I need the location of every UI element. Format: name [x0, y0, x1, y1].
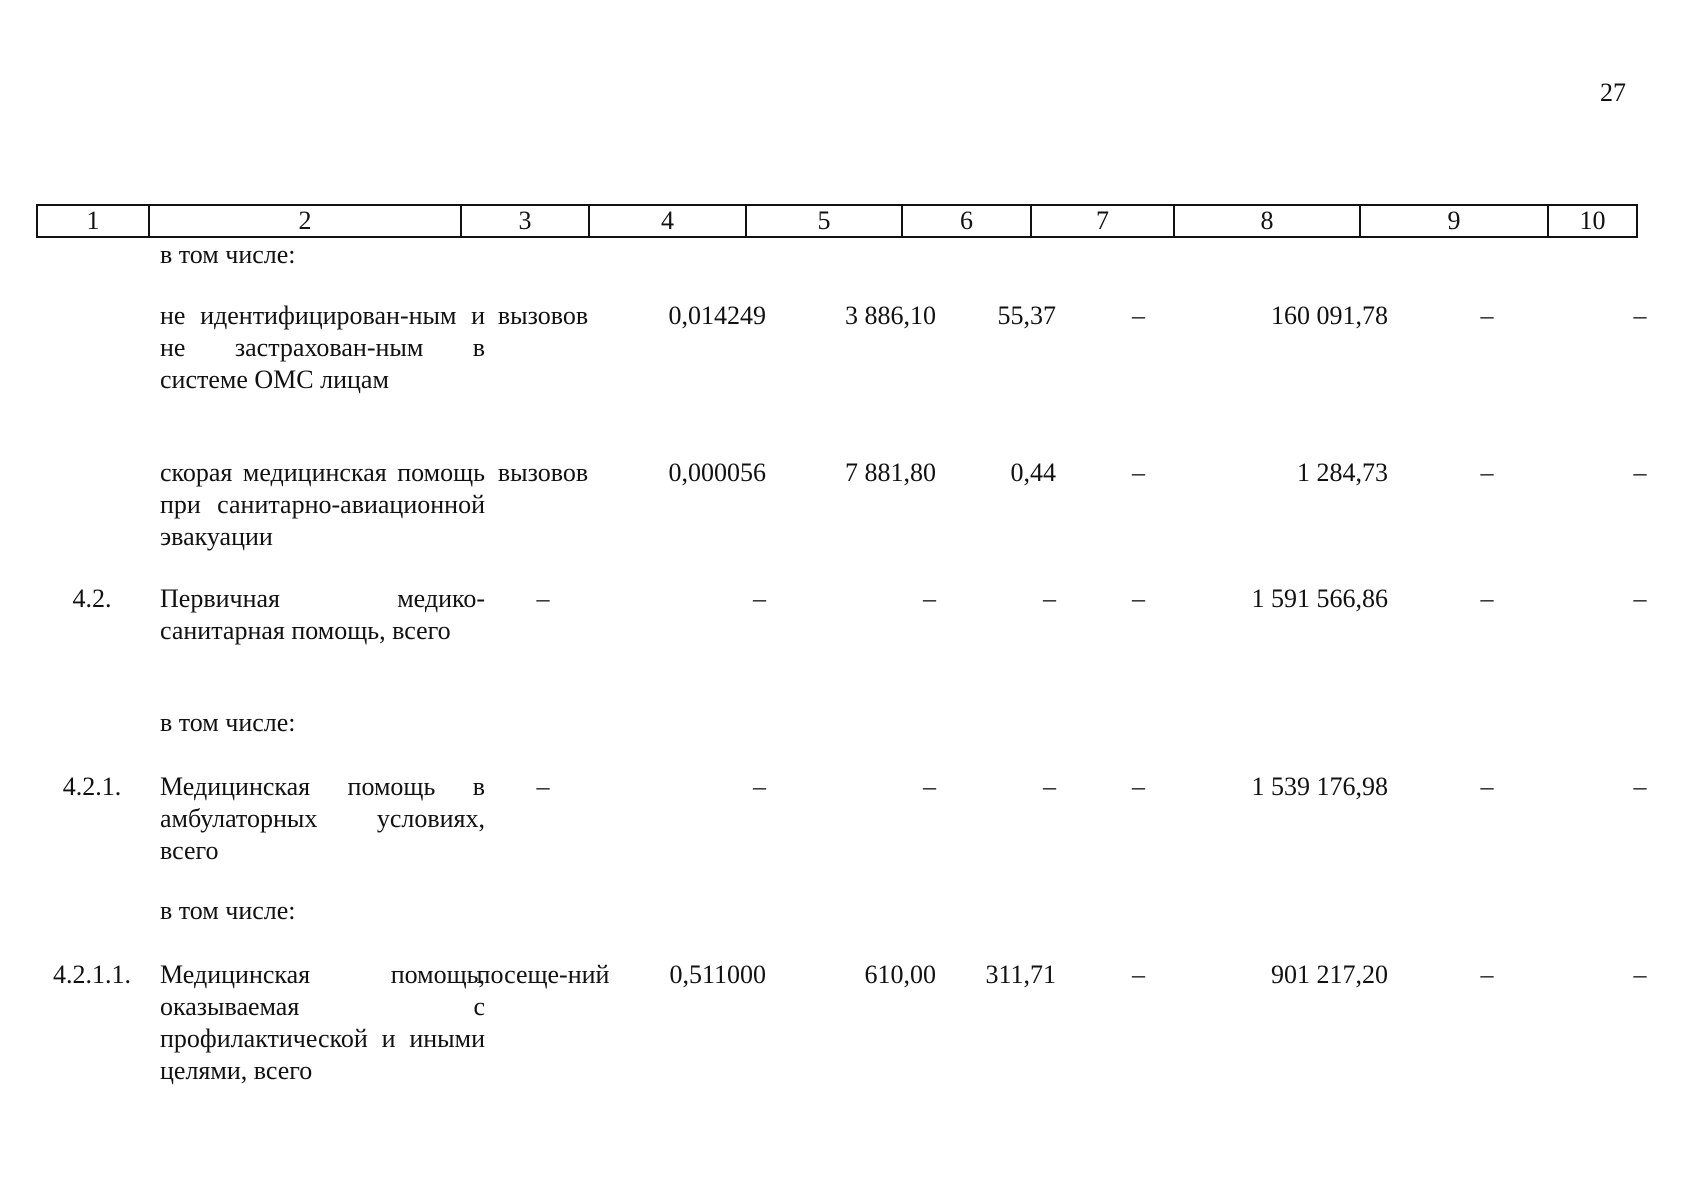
row-col-9: –: [1480, 458, 1494, 487]
row-col-7: –: [1132, 772, 1145, 801]
row-col-10: –: [1633, 584, 1647, 613]
row-col-10: –: [1633, 458, 1647, 487]
row-col-6: –: [1043, 772, 1056, 801]
column-header-3: 3: [462, 206, 590, 236]
row-col-4: 0,014249: [668, 301, 766, 330]
subheading-including: в том числе:: [160, 240, 296, 269]
row-col-5: 3 886,10: [845, 301, 936, 330]
row-name: не идентифицирован-ным и не застрахован-ным в системе ОМС лицам: [160, 301, 485, 394]
row-col-4: –: [753, 772, 766, 801]
row-col-5: 7 881,80: [845, 458, 936, 487]
column-header-6: 6: [903, 206, 1032, 236]
row-name: Первичная медико-санитарная помощь, всего: [160, 584, 485, 645]
row-col-9: –: [1480, 960, 1494, 989]
column-header-5: 5: [747, 206, 903, 236]
row-col-4: 0,511000: [669, 960, 766, 989]
row-col-10: –: [1633, 772, 1647, 801]
row-col-7: –: [1132, 584, 1145, 613]
subheading-including: в том числе:: [160, 708, 296, 737]
column-header-2: 2: [150, 206, 462, 236]
column-header-4: 4: [590, 206, 747, 236]
row-col-4: 0,000056: [668, 458, 766, 487]
row-unit: посеще-ний: [476, 960, 610, 989]
row-col-8: 901 217,20: [1271, 960, 1388, 989]
row-name: Медицинская помощь в амбулаторных условиях, всего: [160, 772, 485, 865]
row-unit: вызовов: [497, 458, 589, 487]
row-col-4: –: [753, 584, 766, 613]
row-col-8: 1 539 176,98: [1251, 772, 1388, 801]
row-unit: –: [536, 584, 550, 613]
row-unit: –: [536, 772, 550, 801]
column-header-8: 8: [1175, 206, 1361, 236]
row-col-9: –: [1480, 301, 1494, 330]
row-col-7: –: [1132, 458, 1145, 487]
row-col-8: 160 091,78: [1271, 301, 1388, 330]
row-col-7: –: [1132, 960, 1145, 989]
row-col-5: 610,00: [864, 960, 936, 989]
row-col-6: 55,37: [997, 301, 1056, 330]
row-col-5: –: [923, 584, 936, 613]
row-col-10: –: [1633, 301, 1647, 330]
row-col-6: –: [1043, 584, 1056, 613]
row-col-9: –: [1480, 772, 1494, 801]
row-col-10: –: [1633, 960, 1647, 989]
page-number: 27: [1600, 78, 1626, 107]
row-col-8: 1 591 566,86: [1251, 584, 1388, 613]
row-number: 4.2.1.: [62, 772, 122, 801]
row-number: 4.2.: [72, 584, 112, 613]
row-unit: вызовов: [497, 301, 589, 330]
row-col-6: 0,44: [1010, 458, 1056, 487]
row-col-6: 311,71: [985, 960, 1056, 989]
column-header-1: 1: [38, 206, 150, 236]
row-name: Медицинская помощь, оказываемая с профилактической и иными целями, всего: [160, 960, 485, 1085]
subheading-including: в том числе:: [160, 896, 296, 925]
column-header-7: 7: [1032, 206, 1175, 236]
row-col-8: 1 284,73: [1297, 458, 1388, 487]
row-col-7: –: [1132, 301, 1145, 330]
row-col-9: –: [1480, 584, 1494, 613]
table-header-row: [36, 204, 1638, 238]
column-header-10: 10: [1579, 206, 1606, 235]
row-number: 4.2.1.1.: [53, 960, 131, 989]
row-name: скорая медицинская помощь при санитарно-авиационной эвакуации: [160, 458, 485, 551]
column-header-9: 9: [1361, 206, 1549, 236]
row-col-5: –: [923, 772, 936, 801]
